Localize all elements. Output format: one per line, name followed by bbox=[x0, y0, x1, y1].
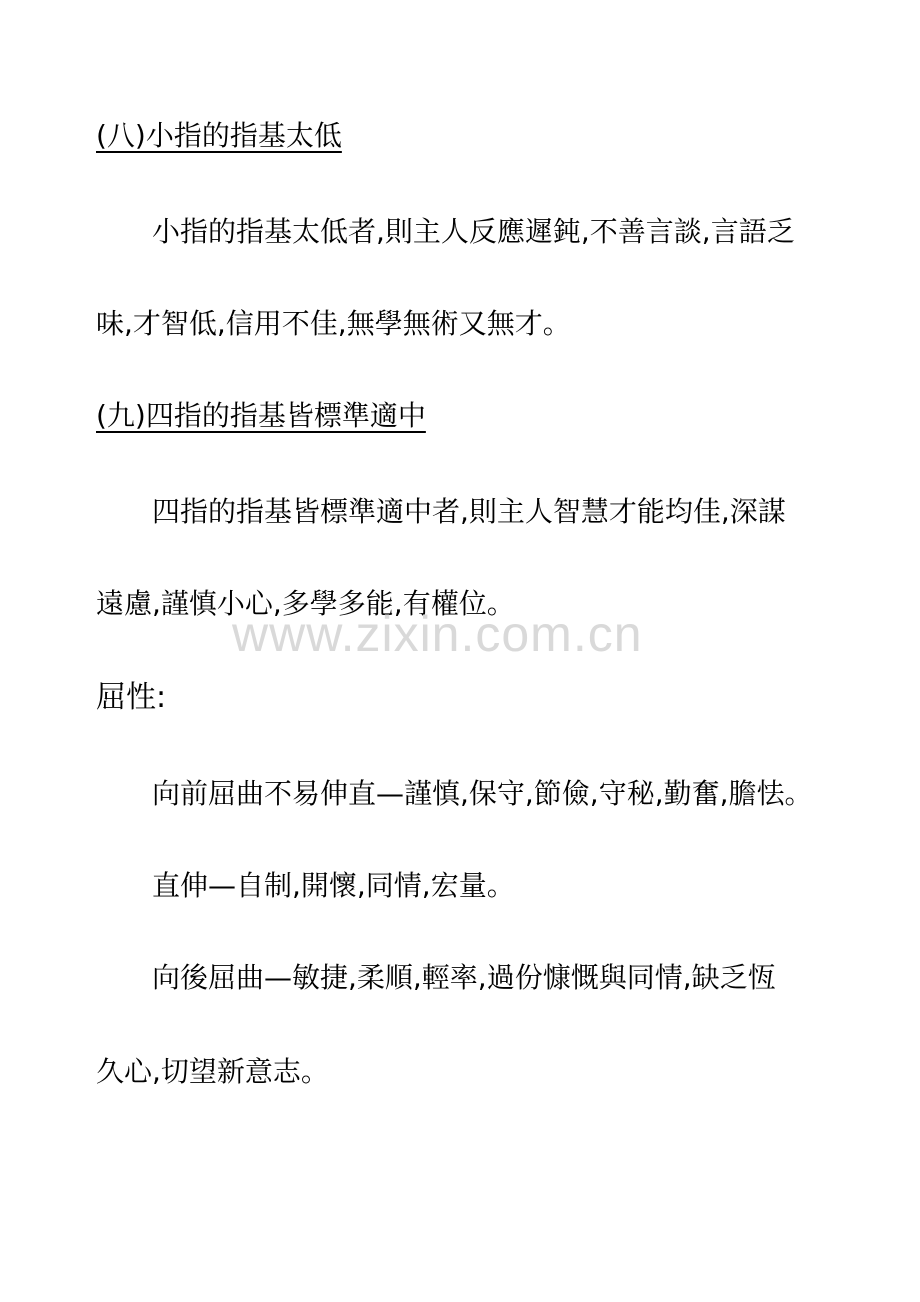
flexibility-item-backward-line-1: 向後屈曲—敏捷,柔順,輕率,過份慷慨與同情,缺乏恆 bbox=[152, 961, 776, 994]
paragraph-9-line-1: 四指的指基皆標準適中者,則主人智慧才能均佳,深謀 bbox=[152, 495, 786, 528]
flexibility-item-forward: 向前屈曲不易伸直—謹慎,保守,節儉,守秘,勤奮,膽怯。 bbox=[152, 777, 813, 810]
paragraph-8-line-2: 味,才智低,信用不佳,無學無術又無才。 bbox=[96, 307, 571, 340]
flexibility-label: 屈性: bbox=[96, 680, 167, 715]
flexibility-item-straight: 直伸—自制,開懷,同情,宏量。 bbox=[152, 869, 515, 902]
paragraph-9-line-2: 遠慮,謹慎小心,多學多能,有權位。 bbox=[96, 587, 515, 620]
section-heading-9: (九)四指的指基皆標準適中 bbox=[96, 399, 426, 432]
watermark: www.zixin.com.cn bbox=[232, 606, 643, 662]
section-heading-8: (八)小指的指基太低 bbox=[96, 119, 342, 152]
paragraph-8-line-1: 小指的指基太低者,則主人反應遲鈍,不善言談,言語乏 bbox=[152, 215, 795, 248]
flexibility-item-backward-line-2: 久心,切望新意志。 bbox=[96, 1055, 329, 1088]
